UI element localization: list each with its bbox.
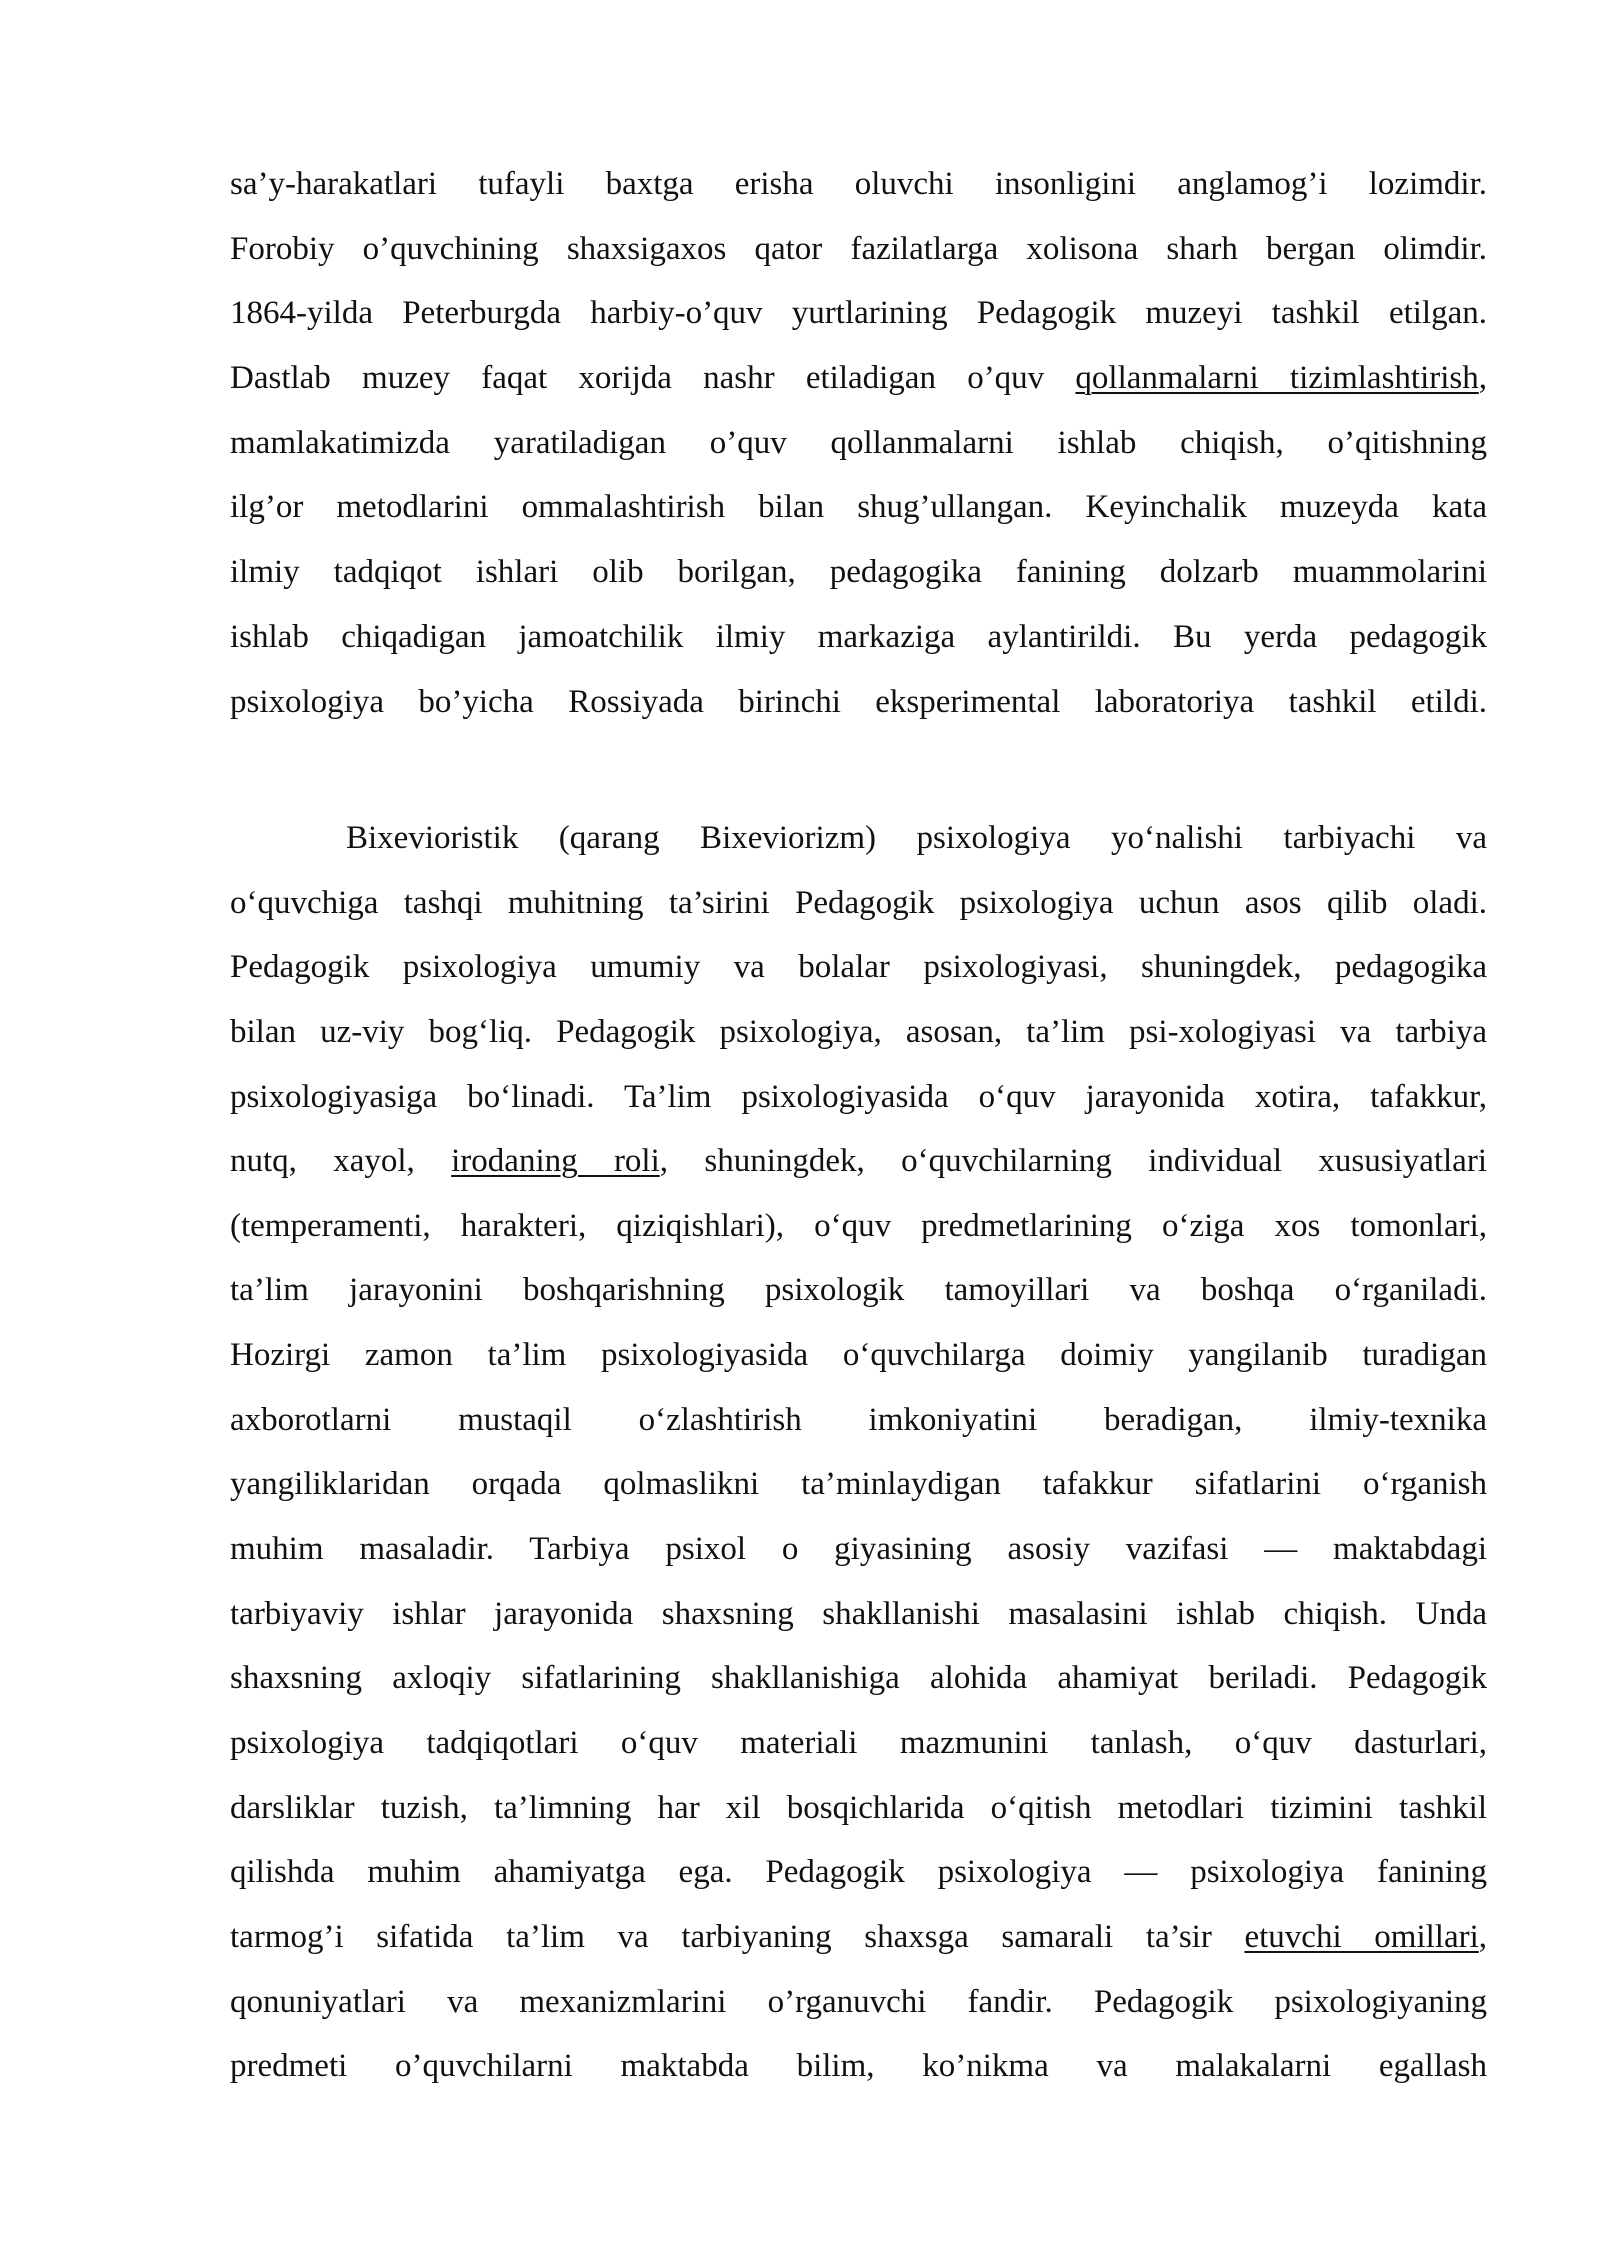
text-line: o‘quvchiga tashqi muhitning ta’sirini Pedagogik psixologiya uchun asos qilib oladi. [230, 884, 1487, 921]
text-segment: nutq, xayol, [230, 1143, 452, 1180]
text-segment: tarmog’i sifatida ta’lim va tarbiyaning shaxsga samarali ta’sir [230, 1918, 1245, 1955]
text-line-with-link [230, 1905, 1487, 1970]
text-line: ilmiy tadqiqot ishlari olib borilgan, pedagogika fanining dolzarb muammolarini [230, 554, 1487, 591]
text-line: qonuniyatlari va mexanizmlarini o’rganuvchi fandir. Pedagogik psixologiyaning [230, 1983, 1487, 2020]
text-line-with-link [230, 1129, 1487, 1194]
text-line: tarbiyaviy ishlar jarayonida shaxsning shakllanishi masalasini ishlab chiqish. Unda [230, 1595, 1487, 1632]
text-line: (temperamenti, harakteri, qiziqishlari), o‘quv predmetlarining o‘ziga xos tomonlari, [230, 1207, 1487, 1244]
text-line-with-link [230, 346, 1487, 411]
text-line: mamlakatimizda yaratiladigan o’quv qollanmalarni ishlab chiqish, o’qitishning [230, 424, 1487, 461]
text-line: predmeti o’quvchilarni maktabda bilim, ko’nikma va malakalarni egallash [230, 2048, 1487, 2085]
text-line: Pedagogik psixologiya umumiy va bolalar psixologiyasi, shuningdek, pedagogika [230, 949, 1487, 986]
text-segment: Dastlab muzey faqat xorijda nashr etiladigan o’quv [230, 360, 1076, 397]
text-line: Forobiy o’quvchining shaxsigaxos qator fazilatlarga xolisona sharh bergan olimdir. [230, 230, 1487, 267]
text-line: darsliklar tuzish, ta’limning har xil bosqichlarida o‘qitish metodlari tizimini tashkil [230, 1789, 1487, 1826]
text-line: muhim masaladir. Tarbiya psixol o giyasining asosiy vazifasi — maktabdagi [230, 1531, 1487, 1568]
text-line: yangiliklaridan orqada qolmaslikni ta’minlaydigan tafakkur sifatlarini o‘rganish [230, 1466, 1487, 1503]
text-line: psixologiya tadqiqotlari o‘quv materiali mazmunini tanlash, o‘quv dasturlari, [230, 1724, 1487, 1761]
text-line: ilg’or metodlarini ommalashtirish bilan shug’ullangan. Keyinchalik muzeyda kata [230, 489, 1487, 526]
text-line: psixologiyasiga bo‘linadi. Ta’lim psixologiyasida o‘quv jarayonida xotira, tafakkur, [230, 1078, 1487, 1115]
text-segment: , [1478, 1918, 1487, 1955]
hyperlink-irodaning-roli[interactable]: irodaning roli [451, 1143, 660, 1180]
text-line: bilan uz-viy bog‘liq. Pedagogik psixologiya, asosan, ta’lim psi-xologiyasi va tarbiya [230, 1013, 1487, 1050]
text-line: Bixevioristik (qarang Bixeviorizm) psixologiya yo‘nalishi tarbiyachi va [346, 820, 1487, 856]
text-segment: , [1478, 360, 1487, 397]
hyperlink-etuvchi-omillari[interactable]: etuvchi omillari [1244, 1918, 1479, 1955]
text-line: 1864-yilda Peterburgda harbiy-o’quv yurtlarining Pedagogik muzeyi tashkil etilgan. [230, 295, 1487, 332]
text-line: ta’lim jarayonini boshqarishning psixologik tamoyillari va boshqa o‘rganiladi. [230, 1272, 1487, 1309]
text-line: shaxsning axloqiy sifatlarining shakllanishiga alohida ahamiyat beriladi. Pedagogik [230, 1660, 1487, 1697]
paragraph-2 [230, 806, 1487, 2099]
text-line: axborotlarni mustaqil o‘zlashtirish imkoniyatini beradigan, ilmiy-texnika [230, 1401, 1487, 1438]
text-line: psixologiya bo’yicha Rossiyada birinchi eksperimental laboratoriya tashkil etildi. [230, 683, 1487, 720]
paragraph-1 [230, 152, 1487, 734]
text-line: Hozirgi zamon ta’lim psixologiyasida o‘quvchilarga doimiy yangilanib turadigan [230, 1337, 1487, 1374]
text-segment: , shuningdek, o‘quvchilarning individual xususiyatlari [659, 1143, 1487, 1180]
hyperlink-qollanmalarni-tizimlashtirish[interactable]: qollanmalarni tizimlashtirish [1075, 360, 1479, 397]
text-line: ishlab chiqadigan jamoatchilik ilmiy markaziga aylantirildi. Bu yerda pedagogik [230, 618, 1487, 655]
text-line: sa’y-harakatlari tufayli baxtga erisha oluvchi insonligini anglamog’i lozimdir. [230, 166, 1487, 202]
text-line: qilishda muhim ahamiyatga ega. Pedagogik psixologiya — psixologiya fanining [230, 1854, 1487, 1891]
